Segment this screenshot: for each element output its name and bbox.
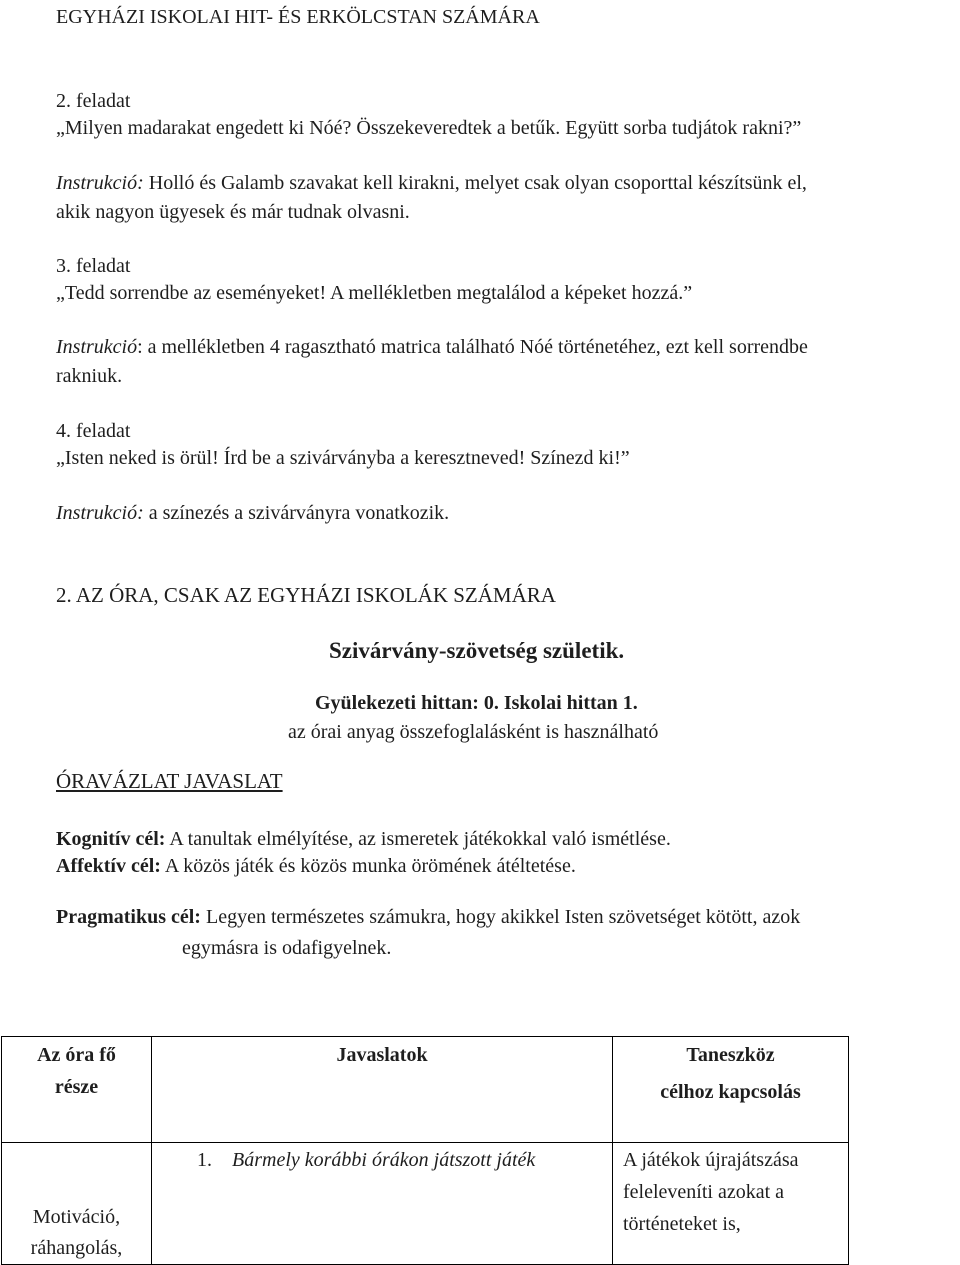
row1-part-cell [2, 1143, 152, 1265]
row1-tools-line3: történeteket is, [623, 1213, 741, 1235]
task-3-instruction-label: Instrukció [56, 336, 138, 358]
header-cell-suggestions [152, 1037, 613, 1143]
task-2-instruction-label: Instrukció: [56, 172, 144, 194]
section-heading: 2. AZ ÓRA, CSAK AZ EGYHÁZI ISKOLÁK SZÁMÁRA [56, 583, 556, 607]
goal-pragmatic-label: Pragmatikus cél: [56, 906, 201, 928]
goal-pragmatic [56, 904, 800, 930]
task-2-text: „Milyen madarakat engedett ki Nóé? Összekeveredtek a betűk. Együtt sorba tudjátok rakni?” [56, 117, 802, 139]
header-suggestions: Javaslatok [336, 1044, 428, 1066]
lesson-hittan: Gyülekezeti hittan: 0. Iskolai hittan 1. [315, 692, 638, 714]
task-2-instruction [56, 170, 807, 196]
header-cell-part [2, 1037, 152, 1143]
task-4-text: „Isten neked is örül! Írd be a szivárványba a keresztneved! Színezd ki!” [56, 447, 630, 469]
row1-suggestion-cell [152, 1143, 613, 1265]
header-tools-line2: célhoz kapcsolás [660, 1081, 801, 1103]
page-title: EGYHÁZI ISKOLAI HIT- ÉS ERKÖLCSTAN SZÁMÁRA [56, 6, 540, 28]
task-4-instruction-label: Instrukció: [56, 502, 144, 524]
row1-part-line2: ráhangolás, [30, 1237, 123, 1259]
row1-suggestion-item [152, 1144, 612, 1176]
task-3-instruction-cont: rakniuk. [56, 365, 123, 387]
task-4-instruction-text: a színezés a szivárványra vonatkozik. [143, 502, 450, 524]
plan-heading: ÓRAVÁZLAT JAVASLAT [56, 769, 283, 793]
header-cell-tools [613, 1037, 849, 1143]
lesson-plan-table [1, 1036, 849, 1265]
row1-tools-cell [613, 1143, 849, 1265]
task-3-instruction [56, 334, 808, 360]
header-tools-line1: Taneszköz [686, 1044, 775, 1066]
goal-cognitive-label: Kognitív cél: [56, 828, 166, 850]
row1-part-line1: Motiváció, [32, 1206, 121, 1228]
task-3-label: 3. feladat [56, 255, 131, 277]
goal-pragmatic-text: Legyen természetes számukra, hogy akikkel Isten szövetséget kötött, azok [200, 906, 801, 928]
goal-cognitive [56, 826, 671, 852]
row1-tools-line1: A játékok újrajátszása [623, 1149, 799, 1171]
task-2-label: 2. feladat [56, 90, 131, 112]
goal-pragmatic-cont: egymásra is odafigyelnek. [182, 937, 392, 959]
row1-suggestion-number: 1. [197, 1149, 212, 1171]
lesson-title: Szivárvány-szövetség születik. [329, 638, 625, 663]
goal-affective-label: Affektív cél: [56, 855, 161, 877]
header-part-line2: része [54, 1076, 99, 1098]
row1-suggestion-text: Bármely korábbi órákon játszott játék [232, 1149, 536, 1171]
table-header-row [2, 1037, 849, 1143]
task-4-instruction [56, 500, 449, 526]
task-3-instruction-text: : a mellékletben 4 ragasztható matrica található Nóé történetéhez, ezt kell sorrendbe [137, 336, 808, 358]
task-3-text: „Tedd sorrendbe az eseményeket! A mellékletben megtalálod a képeket hozzá.” [56, 282, 693, 304]
table-row [2, 1143, 849, 1265]
task-2-instruction-cont: akik nagyon ügyesek és már tudnak olvasni. [56, 201, 410, 223]
goal-cognitive-text: A tanultak elmélyítése, az ismeretek játékokkal való ismétlése. [165, 828, 671, 850]
goal-affective [56, 853, 576, 879]
row1-tools-line2: feleleveníti azokat a [623, 1181, 785, 1203]
lesson-note: az órai anyag összefoglalásként is használható [288, 721, 659, 743]
goal-affective-text: A közös játék és közös munka örömének átéltetése. [160, 855, 576, 877]
task-2-instruction-text: Holló és Galamb szavakat kell kirakni, melyet csak olyan csoporttal készítsünk el, [143, 172, 807, 194]
header-part-line1: Az óra fő [37, 1044, 116, 1066]
task-4-label: 4. feladat [56, 420, 131, 442]
